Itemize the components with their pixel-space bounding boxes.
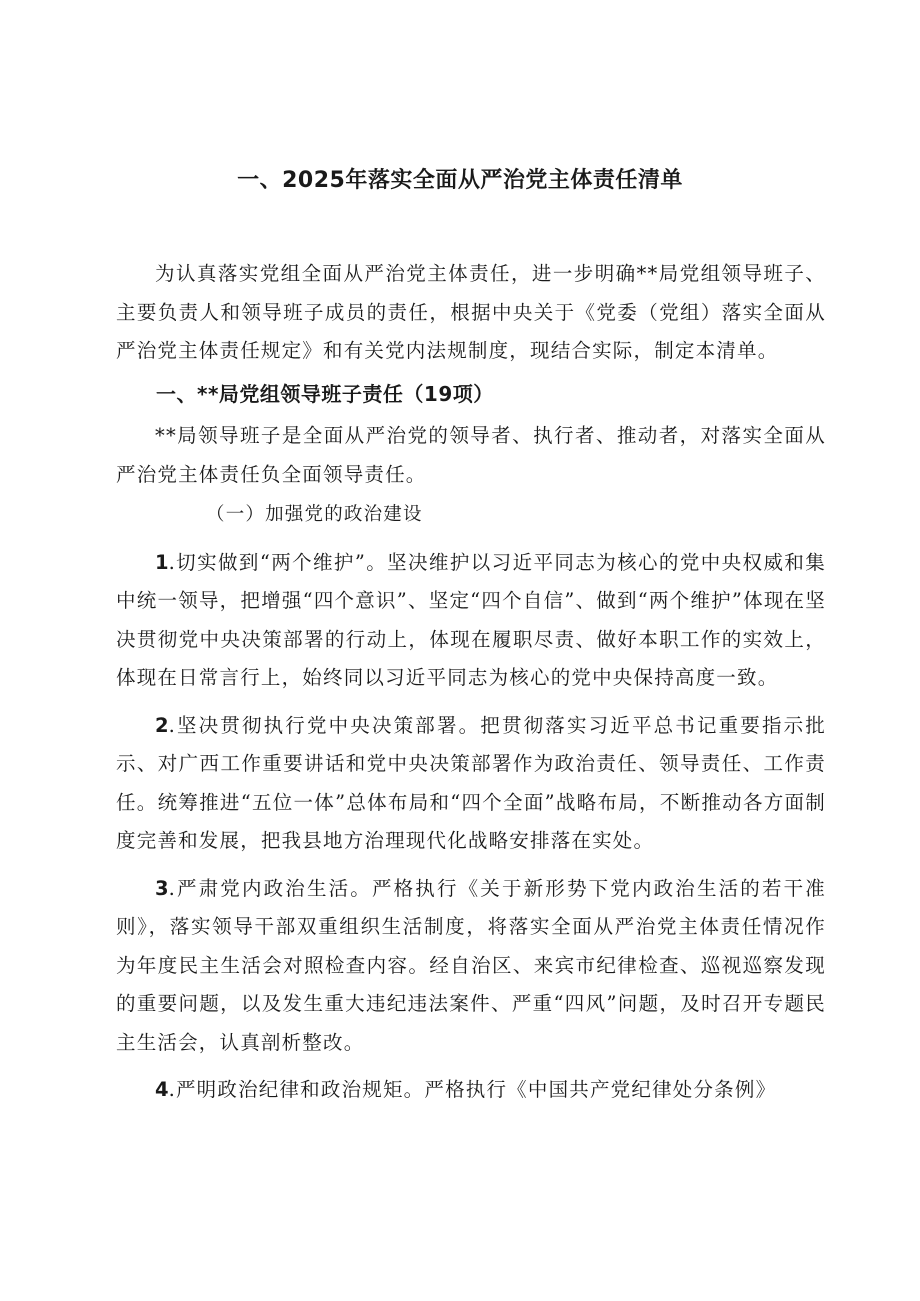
item-text: .切实做到“两个维护”。坚决维护以习近平同志为核心的党中央权威和集中统一领导，把增强“四个意识”、坚定“四个自信”、做到“两个维护”体现在坚决贯彻党中央决策部署的行动上，体现在履职尽责、做好本职工作的实效上，体现在日常言行上，始终同以习近平同志为核心的党中央保持高度一致。 (116, 550, 826, 689)
intro-paragraph: 为认真落实党组全面从严治党主体责任，进一步明确**局党组领导班子、主要负责人和领导班子成员的责任，根据中央关于《党委（党组）落实全面从严治党主体责任规定》和有关党内法规制度，现结合实际，制定本清单。 (116, 262, 826, 362)
document-body (116, 255, 826, 1110)
item-number: 1 (155, 550, 169, 574)
item-text: .坚决贯彻执行党中央决策部署。把贯彻落实习近平总书记重要指示批示、对广西工作重要讲话和党中央决策部署作为政治责任、领导责任、工作责任。统筹推进“五位一体”总体布局和“四个全面”战略布局，不断推动各方面制度完善和发展，把我县地方治理现代化战略安排落在实处。 (116, 713, 826, 852)
item-number: 3 (155, 876, 169, 900)
item-number: 2 (155, 713, 169, 737)
section-heading: 一、**局党组领导班子责任（19项） (156, 381, 494, 406)
item-text: .严明政治纪律和政治规矩。严格执行《中国共产党纪律处分条例》 (168, 1078, 777, 1101)
document-title: 一、2025年落实全面从严治党主体责任清单 (237, 168, 683, 193)
subsection-heading: （一）加强党的政治建设 (206, 504, 423, 525)
item-number: 4 (155, 1078, 169, 1101)
section-intro-paragraph: **局领导班子是全面从严治党的领导者、执行者、推动者，对落实全面从严治党主体责任负全面领导责任。 (116, 424, 826, 486)
list-item (116, 1071, 826, 1110)
list-item (116, 544, 826, 698)
item-text: .严肃党内政治生活。严格执行《关于新形势下党内政治生活的若干准则》，落实领导干部双重组织生活制度，将落实全面从严治党主体责任情况作为年度民主生活会对照检查内容。经自治区、来宾市纪律检查、巡视巡察发现的重要问题，以及发生重大违纪违法案件、严重“四风”问题，及时召开专题民主生活会，认真剖析整改。 (116, 876, 826, 1054)
list-item (116, 707, 826, 861)
list-item (116, 870, 826, 1063)
